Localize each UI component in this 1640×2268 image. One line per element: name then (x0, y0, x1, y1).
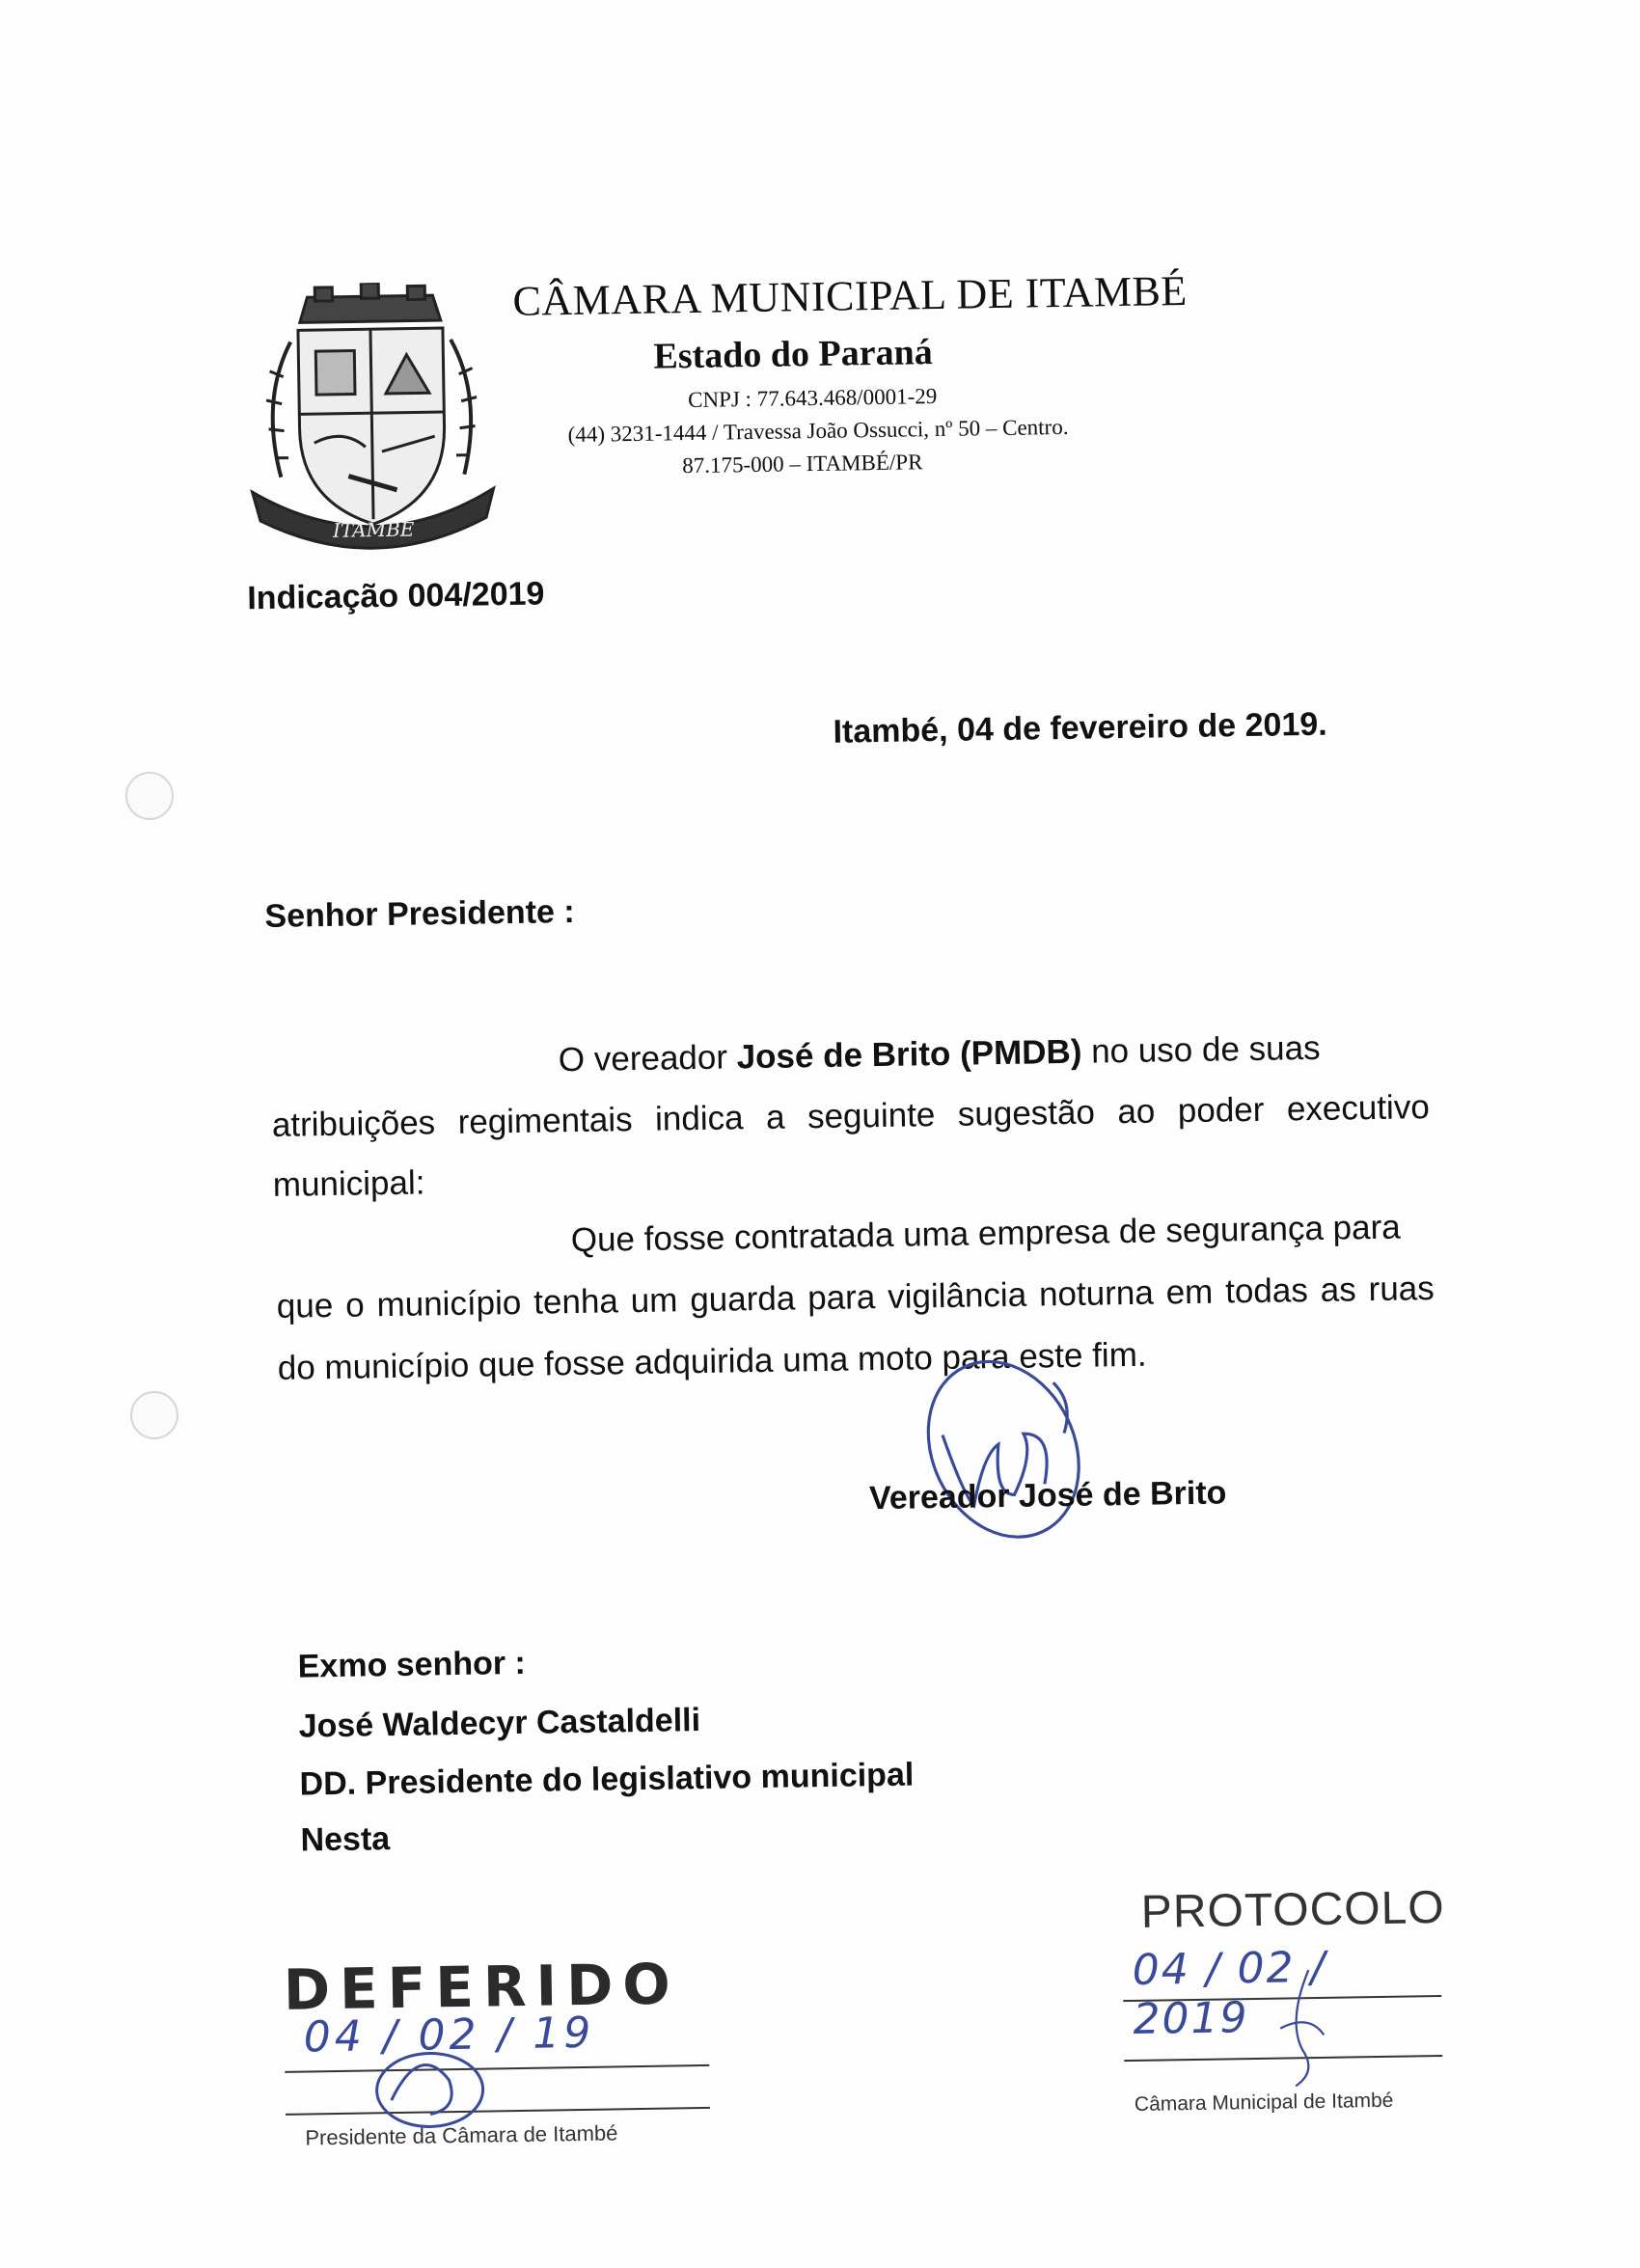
paragraph-1-line-2: atribuições regimentais indica a seguinte sugestão ao poder executivo (271, 1088, 1431, 1144)
protocolo-caption: Câmara Municipal de Itambé (1134, 2089, 1394, 2117)
recipient-line-4: Nesta (300, 1820, 391, 1859)
recipient-line-1: Exmo senhor : (297, 1644, 527, 1685)
deferido-stamp (273, 1951, 729, 2160)
signatory-name: Vereador José de Brito (868, 1474, 1227, 1517)
deferido-title: DEFERIDO (283, 1951, 681, 2023)
recipient-line-2: José Waldecyr Castaldelli (298, 1702, 701, 1745)
paragraph-2-line-3: do município que fosse adquirida uma moto para este fim. (277, 1335, 1147, 1387)
protocolo-date: 04 / 02 / 2019 (1132, 1942, 1327, 2045)
paragraph-2-line-2: que o município tenha um guarda para vigilância noturna em todas as ruas (276, 1270, 1435, 1325)
institution-address: (44) 3231-1444 / Travessa João Ossucci, nº 50 – Centro. (567, 414, 1069, 448)
institution-cnpj: CNPJ : 77.643.468/0001-29 (687, 384, 938, 413)
salutation: Senhor Presidente : (264, 892, 575, 936)
institution-state: Estado do Paraná (653, 332, 933, 377)
paragraph-1-line-3: municipal: (272, 1163, 425, 1204)
p1-suffix: no uso de suas (1081, 1028, 1321, 1071)
paragraph-2-line-1: Que fosse contratada uma empresa de segurança para (570, 1208, 1401, 1260)
municipal-crest-icon (239, 281, 504, 555)
councilor-name: José de Brito (PMDB) (736, 1032, 1082, 1077)
recipient-line-3: DD. Presidente do legislativo municipal (299, 1756, 915, 1803)
crest-ribbon-label: ITAMBÉ (332, 517, 415, 542)
deferido-caption: Presidente da Câmara de Itambé (305, 2120, 618, 2150)
document-date: Itambé, 04 de fevereiro de 2019. (833, 705, 1327, 751)
document-number: Indicação 004/2019 (247, 575, 545, 617)
institution-zip-city: 87.175-000 – ITAMBÉ/PR (682, 450, 923, 478)
protocolo-stamp (1121, 1881, 1453, 2127)
p1-prefix: O vereador (558, 1038, 737, 1079)
paragraph-1-line-1 (559, 1029, 1321, 1079)
deferido-date: 04 / 02 / 19 (303, 2008, 595, 2063)
protocolo-title: PROTOCOLO (1140, 1881, 1446, 1938)
deferido-signature-icon (362, 2021, 508, 2139)
institution-name: CÂMARA MUNICIPAL DE ITAMBÉ (512, 266, 1189, 325)
